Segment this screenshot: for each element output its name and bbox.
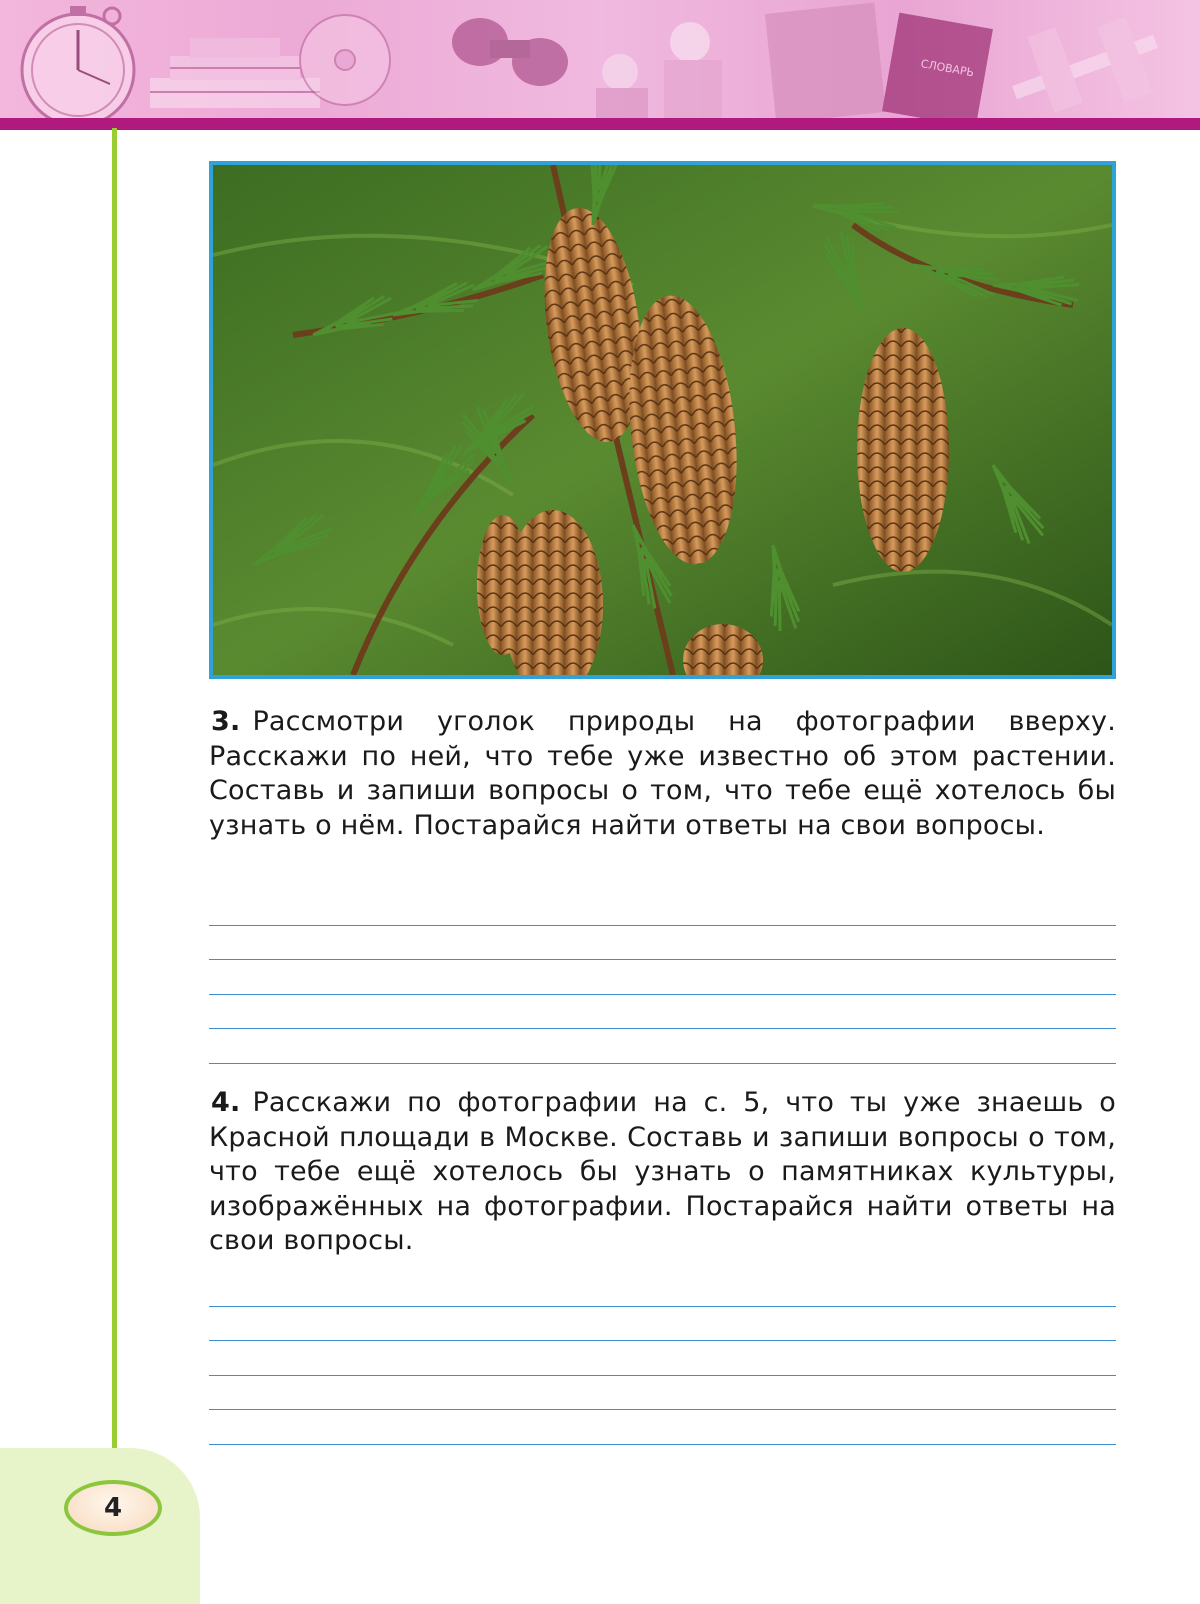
stopwatch-icon [22,6,134,122]
people-photo [596,22,722,122]
answer-line[interactable] [209,891,1116,926]
cone [857,328,949,572]
answer-line[interactable] [209,1272,1116,1307]
task-3-body: Рассмотри уголок природы на фотографии вверху. Расскажи по ней, что тебе уже известно об этом растении. Составь и запиши вопросы о том, что тебе ещё хотелось бы узнать о нём. Постарайся найти ответы на свои вопросы. [209,706,1116,841]
task-3-answer-lines[interactable] [209,891,1116,1064]
binoculars-icon [452,18,568,86]
task-4-body: Расскажи по фотографии на с. 5, что ты уже знаешь о Красной площади в Москве. Составь и запиши вопросы о том, что тебе ещё хотелось бы узнать о памятниках культуры, изображённых на фотографии. Постарайся найти ответы на свои вопросы. [209,1087,1116,1256]
answer-line[interactable] [209,1307,1116,1342]
task-3 [209,705,1116,843]
task-3-number: 3. [209,705,242,740]
svg-text:СЛОВАРЬ: СЛОВАРЬ [919,57,976,80]
answer-line[interactable] [209,1341,1116,1376]
task-4-number: 4. [209,1086,242,1121]
margin-rule [112,128,117,1468]
space-station-icon [1012,17,1158,112]
ship-icon [150,38,320,108]
spruce-illustration [213,165,1112,675]
task-4-answer-lines[interactable] [209,1272,1116,1445]
task-4 [209,1086,1116,1259]
answer-line[interactable] [209,960,1116,995]
banner-collage [0,0,1200,122]
answer-line[interactable] [209,926,1116,961]
spruce-photo [209,161,1116,679]
answer-line[interactable] [209,1376,1116,1411]
header-stripe [0,118,1200,130]
disc-icon [300,15,390,105]
task-4-text [209,1086,1116,1259]
answer-line[interactable] [209,995,1116,1030]
task-3-text [209,705,1116,843]
answer-line[interactable] [209,1029,1116,1064]
header-banner [0,0,1200,122]
page-number: 4 [64,1480,162,1536]
answer-line[interactable] [209,1410,1116,1445]
books-icon [765,3,993,122]
